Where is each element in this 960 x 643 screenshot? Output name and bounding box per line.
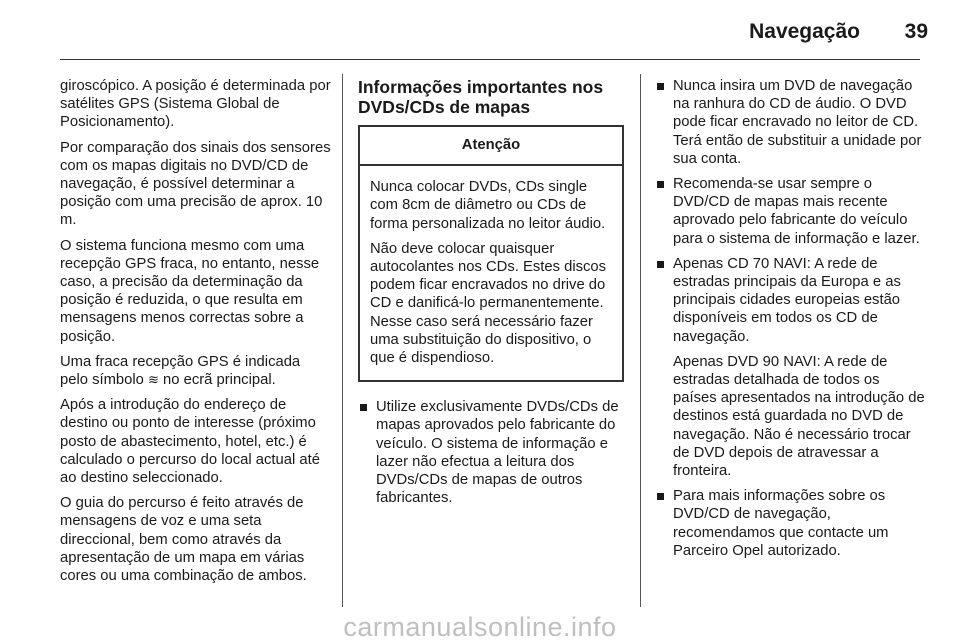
page-header-title: Navegação: [749, 20, 860, 43]
column-3: [655, 77, 927, 567]
site-watermark: carmanualsonline.info: [343, 612, 617, 642]
square-bullet-icon: [360, 404, 367, 411]
square-bullet-icon: [657, 261, 664, 268]
paragraph: giroscópico. A posição é determinada por satélites GPS (Sistema Global de Posicionamento).: [60, 78, 331, 131]
gps-satellite-icon: ≋: [148, 372, 159, 388]
list-item: [655, 175, 927, 248]
warning-notice-title: Atenção: [360, 127, 622, 166]
square-bullet-icon: [657, 493, 664, 500]
header-divider: [60, 59, 920, 60]
list-item-text: Apenas DVD 90 NAVI: A rede de estradas detalhada de todos os países apresentados na introdução de destinos está guardada no DVD de navegação. Não é necessário trocar de DVD depois de atravessar a fronteira.: [673, 353, 925, 480]
column-divider-1: [342, 74, 343, 607]
paragraph: Por comparação dos sinais dos sensores com os mapas digitais no DVD/CD de navegação, é possível determinar a posição com uma precisão de aprox. 10 m.: [60, 139, 331, 229]
square-bullet-icon: [657, 83, 664, 90]
list-item-text: Nunca insira um DVD de navegação na ranhura do CD de áudio. O DVD pode ficar encravado no leitor de CD. Terá então de substituir a unidade por sua conta.: [673, 78, 922, 167]
bullet-list: [358, 398, 624, 507]
paragraph: O guia do percurso é feito através de mensagens de voz e uma seta direccional, bem como através da apresentação de um mapa em várias cores ou uma combinação de ambos.: [60, 495, 307, 585]
warning-notice-box: [358, 125, 624, 382]
paragraph-text: no ecrã principal.: [158, 372, 276, 389]
bullet-list: [655, 77, 927, 560]
list-item: [655, 77, 927, 168]
warning-notice-body: [360, 166, 622, 380]
list-item-text: Recomenda-se usar sempre o DVD/CD de mapas mais recente aprovado pelo fabricante do veículo para o sistema de informação e lazer.: [673, 176, 920, 247]
notice-paragraph: Não deve colocar quaisquer autocolantes nos CDs. Estes discos podem ficar encravados no drive do CD e danificá-lo permanentemente. Nesse caso será necessário fazer uma substituição do dispositivo, o que é dispendioso.: [370, 240, 607, 367]
page-number: 39: [904, 20, 928, 43]
list-item-text: Para mais informações sobre os DVD/CD de navegação, recomendamos que contacte um Parceiro Opel autorizado.: [673, 488, 889, 559]
paragraph-text: Uma fraca recepção GPS é indicada pelo símbolo: [60, 353, 301, 389]
list-item: [358, 398, 624, 507]
column-2: [358, 77, 624, 514]
column-divider-2: [640, 74, 641, 607]
column-1: [60, 77, 332, 592]
paragraph: Após a introdução do endereço de destino ou ponto de interesse (próximo posto de abastecimento, hotel, etc.) é calculado o percurso do local actual até ao destino seleccionado.: [60, 397, 320, 487]
paragraph: O sistema funciona mesmo com uma recepção GPS fraca, no entanto, nesse caso, a precisão da determinação da posição é reduzida, o que resulta em mensagens menos correctas sobre a posição.: [60, 237, 320, 345]
section-heading: Informações importantes nos DVDs/CDs de mapas: [358, 77, 604, 117]
notice-paragraph: Nunca colocar DVDs, CDs single com 8cm de diâmetro ou CDs de forma personalizada no leitor áudio.: [370, 179, 606, 232]
list-item-text: Apenas CD 70 NAVI: A rede de estradas principais da Europa e as principais cidades europeias estão disponíveis em todos os CD de navegação.: [673, 255, 901, 345]
list-item: [655, 255, 927, 480]
list-item-text: Utilize exclusivamente DVDs/CDs de mapas aprovados pelo fabricante do veículo. O sistema de informação e lazer não efectua a leitura dos DVDs/CDs de mapas de outros fabricantes.: [376, 399, 619, 507]
list-item: [655, 487, 927, 560]
square-bullet-icon: [657, 181, 664, 188]
paragraph-gps-indicator: [60, 353, 332, 389]
